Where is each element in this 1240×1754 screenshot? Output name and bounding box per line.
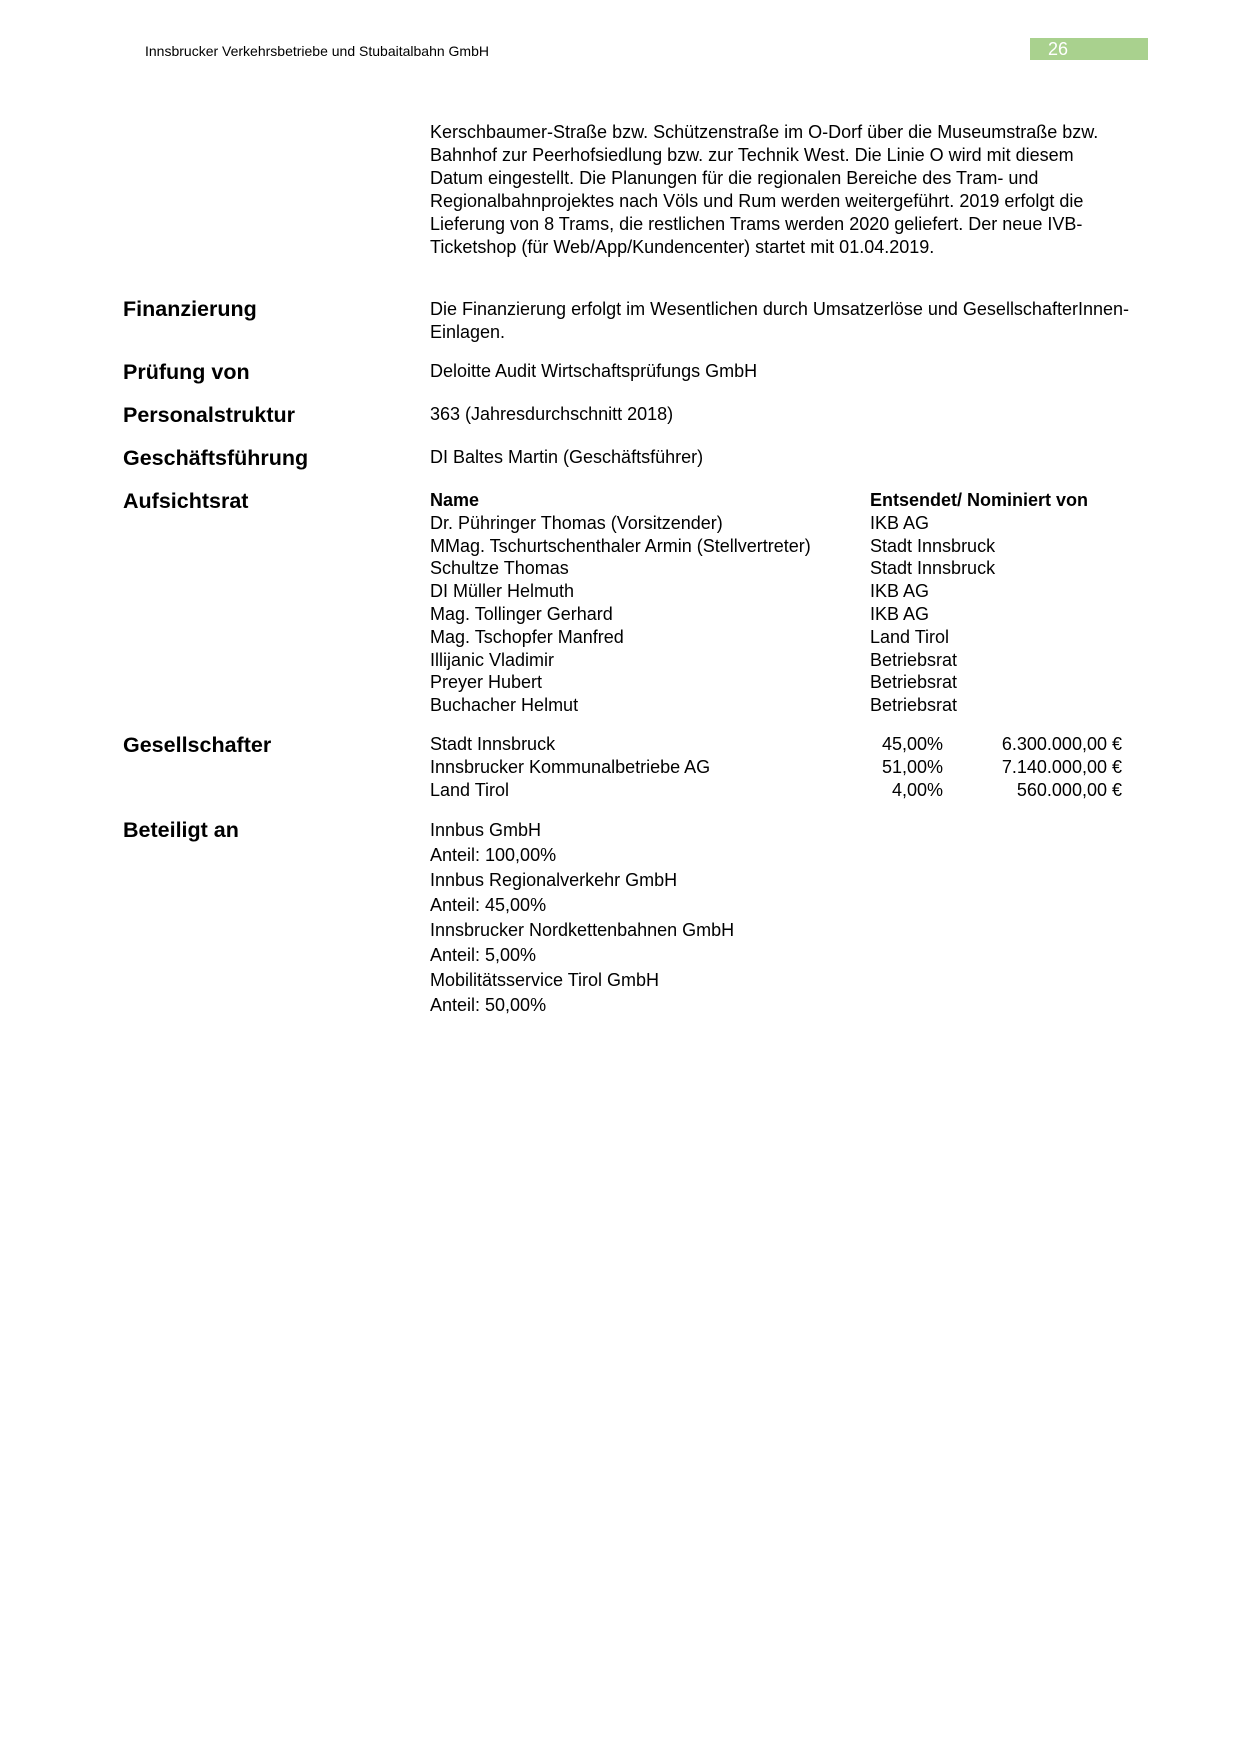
member-sent-by: Stadt Innsbruck [870,535,996,556]
list-item [430,968,734,1018]
shareholder-amount: 560.000,00 € [1016,780,1122,800]
member-sent-by: IKB AG [870,512,930,533]
page-number: 26 [1048,39,1069,59]
section-value-finanzierung: Die Finanzierung erfolgt im Wesentlichen durch Umsatzerlöse und GesellschafterInnen-Einlagen. [430,299,1130,342]
table-row [430,535,1150,558]
table-row [430,649,1150,672]
table-row [430,756,1122,779]
member-name: MMag. Tschurtschenthaler Armin (Stellvertreter) [430,535,811,556]
list-item [430,918,734,968]
column-header-sent: Entsendet/ Nominiert von [870,490,1089,510]
member-name: DI Müller Helmuth [430,581,575,602]
supervisory-board-table [430,489,1150,717]
section-label-beteiligt: Beteiligt an [123,818,239,842]
table-row [430,580,1150,603]
member-sent-by: Betriebsrat [870,649,958,670]
section-label-finanzierung: Finanzierung [123,297,257,321]
section-label-aufsichtsrat: Aufsichtsrat [123,489,249,513]
member-sent-by: Betriebsrat [870,672,958,693]
shareholder-amount: 7.140.000,00 € [1001,757,1122,777]
shareholders-table [430,733,1122,802]
member-name: Illijanic Vladimir [430,649,555,670]
shareholder-name: Land Tirol [430,780,510,800]
table-row [430,603,1150,626]
holding-company: Innsbrucker Nordkettenbahnen GmbH [430,920,735,940]
section-value-pruefung: Deloitte Audit Wirtschaftsprüfungs GmbH [430,361,758,381]
member-name: Schultze Thomas [430,558,569,579]
holding-share: Anteil: 45,00% [430,895,547,915]
holding-company: Innbus GmbH [430,820,542,840]
shareholder-share: 4,00% [891,780,943,800]
member-name: Preyer Hubert [430,672,543,693]
section-value-geschaeftsfuehrung: DI Baltes Martin (Geschäftsführer) [430,447,704,467]
member-sent-by: IKB AG [870,581,930,602]
holding-company: Mobilitätsservice Tirol GmbH [430,970,660,990]
holding-share: Anteil: 100,00% [430,845,557,865]
member-sent-by: Land Tirol [870,626,950,647]
table-row [430,512,1150,535]
column-header-name: Name [430,490,480,510]
shareholder-share: 45,00% [881,734,943,754]
holding-company: Innbus Regionalverkehr GmbH [430,870,678,890]
section-label-gesellschafter: Gesellschafter [123,733,272,757]
holding-share: Anteil: 5,00% [430,945,537,965]
intro-paragraph: Kerschbaumer-Straße bzw. Schützenstraße im O-Dorf über die Museumstraße bzw. Bahnhof zur Peerhofsiedlung bzw. zur Technik West. Die Linie O wird mit diesem Datum eingestellt. Die Planungen für die regionalen Bereiche des Tram- und Regionalbahnprojektes nach Völs und Rum werden weitergeführt. 2019 erfolgt die Lieferung von 8 Trams, die restlichen Trams werden 2020 geliefert. Der neue IVB-Ticketshop (für Web/App/Kundencenter) startet mit 01.04.2019. [430,122,1099,257]
shareholder-name: Innsbrucker Kommunalbetriebe AG [430,757,711,777]
member-sent-by: Stadt Innsbruck [870,558,996,579]
member-name: Buchacher Helmut [430,695,579,716]
table-row [430,626,1150,649]
page-number-badge [1030,38,1148,60]
shareholder-amount: 6.300.000,00 € [1001,734,1122,754]
section-value-personal: 363 (Jahresdurchschnitt 2018) [430,404,674,424]
list-item [430,868,734,918]
member-sent-by: IKB AG [870,603,930,624]
member-sent-by: Betriebsrat [870,695,958,716]
holdings-list [430,818,734,1018]
shareholder-name: Stadt Innsbruck [430,734,556,754]
member-name: Mag. Tschopfer Manfred [430,626,624,647]
member-name: Mag. Tollinger Gerhard [430,603,613,624]
holding-share: Anteil: 50,00% [430,995,547,1015]
table-row [430,779,1122,802]
header-company-name: Innsbrucker Verkehrsbetriebe und Stubaitalbahn GmbH [145,43,489,59]
section-label-pruefung: Prüfung von [123,360,250,384]
list-item [430,818,734,868]
shareholder-share: 51,00% [881,757,943,777]
table-row [430,671,1150,694]
table-row [430,733,1122,756]
table-header-row [430,489,1150,512]
table-row [430,557,1150,580]
member-name: Dr. Pühringer Thomas (Vorsitzender) [430,512,723,533]
table-row [430,694,1150,717]
section-label-geschaeftsfuehrung: Geschäftsführung [123,446,309,470]
section-label-personal: Personalstruktur [123,403,296,427]
